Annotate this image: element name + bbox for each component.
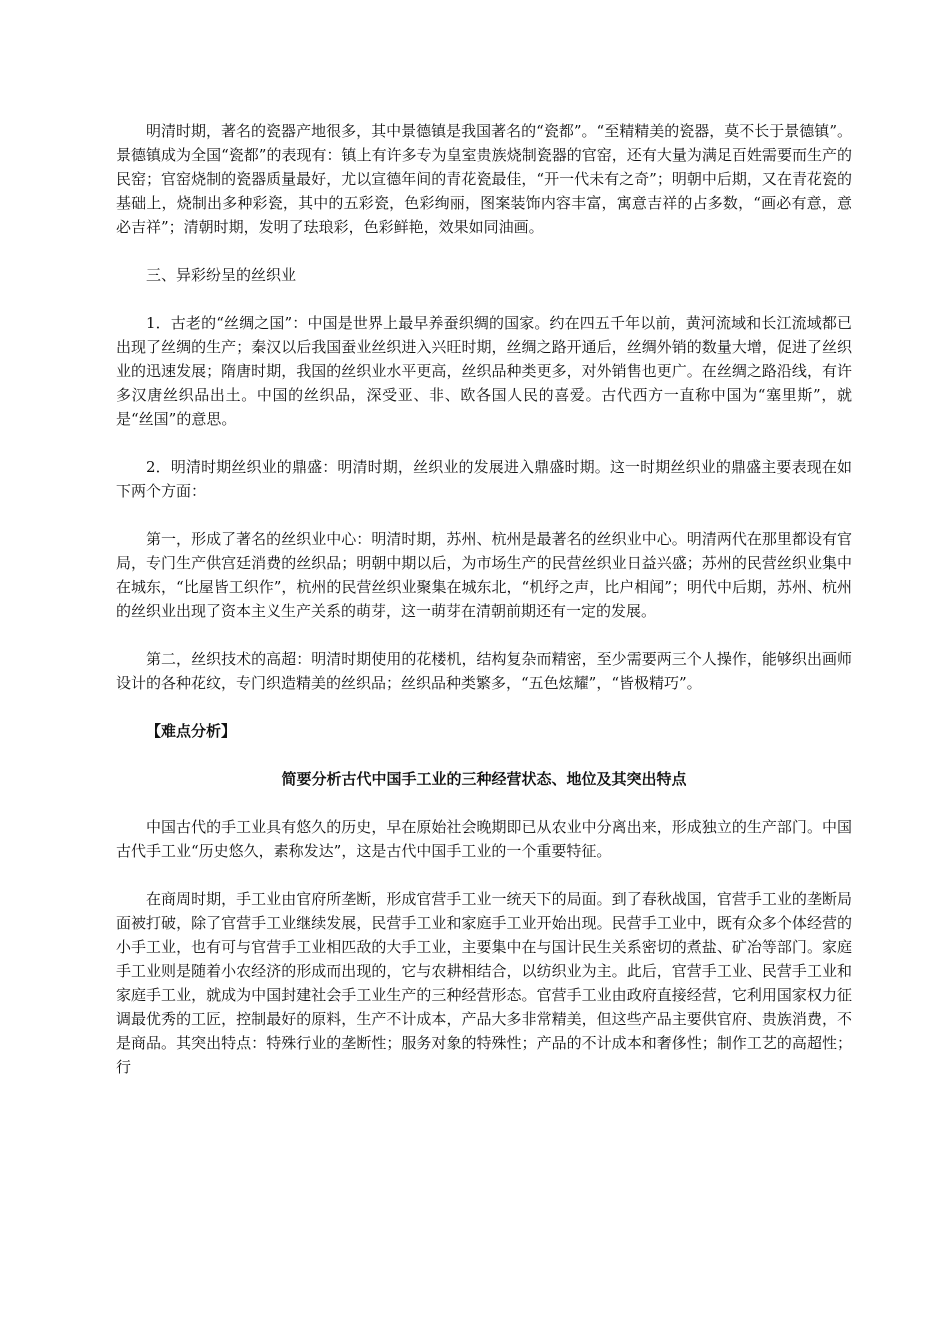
section-heading-silk-industry: 三、异彩纷呈的丝织业 bbox=[146, 266, 297, 284]
paragraph-silk-technique: 第二，丝织技术的高超：明清时期使用的花楼机，结构复杂而精密，至少需要两三个人操作，能够织出画师设计的各种花纹，专门织造精美的丝织品；丝织品种类繁多，“五色炫耀”，“皆极精巧”。 bbox=[116, 650, 852, 692]
document-page bbox=[116, 119, 852, 1079]
paragraph-silk-centers: 第一，形成了著名的丝织业中心：明清时期，苏州、杭州是最著名的丝织业中心。明清两代在那里都设有官局，专门生产供宫廷消费的丝织品；明朝中期以后，为市场生产的民营丝织业日益兴盛；苏州的民营丝织业集中在城东，“比屋皆工织作”，杭州的民营丝织业聚集在城东北，“机纾之声，比户相闻”；明代中后期，苏州、杭州的丝织业出现了资本主义生产关系的萌芽，这一萌芽在清朝前期还有一定的发展。 bbox=[116, 530, 852, 620]
difficulty-analysis-heading: 【难点分析】 bbox=[146, 722, 237, 740]
paragraph-silk-country: 1．古老的“丝绸之国”：中国是世界上最早养蚕织绸的国家。约在四五千年以前，黄河流域和长江流域都已出现了丝绸的生产；秦汉以后我国蚕业丝织进入兴旺时期，丝绸之路开通后，丝绸外销的数量大增，促进了丝织业的迅速发展；隋唐时期，我国的丝织业水平更高，丝织品种类更多，对外销售也更广。在丝绸之路沿线，有许多汉唐丝织品出土。中国的丝织品，深受亚、非、欧各国人民的喜爱。古代西方一直称中国为“塞里斯”，就是“丝国”的意思。 bbox=[116, 314, 852, 428]
paragraph-porcelain-capital: 明清时期，著名的瓷器产地很多，其中景德镇是我国著名的“瓷都”。“至精精美的瓷器，莫不长于景德镇”。景德镇成为全国“瓷都”的表现有：镇上有许多专为皇室贵族烧制瓷器的官窑，还有大量为满足百姓需要而生产的民窑；官窑烧制的瓷器质量最好，尤以宣德年间的青花瓷最佳，“开一代未有之奇”；明朝中后期，又在青花瓷的基础上，烧制出多种彩瓷，其中的五彩瓷，色彩绚丽，图案装饰内容丰富，寓意吉祥的占多数，“画必有意，意必吉祥”；清朝时期，发明了珐琅彩，色彩鲜艳，效果如同油画。 bbox=[116, 122, 852, 236]
analysis-title: 简要分析古代中国手工业的三种经营状态、地位及其突出特点 bbox=[281, 770, 687, 788]
paragraph-handicraft-forms: 在商周时期，手工业由官府所垄断，形成官营手工业一统天下的局面。到了春秋战国，官营手工业的垄断局面被打破，除了官营手工业继续发展，民营手工业和家庭手工业开始出现。民营手工业中，既有众多个体经营的小手工业，也有可与官营手工业相匹敌的大手工业，主要集中在与国计民生关系密切的煮盐、矿冶等部门。家庭手工业则是随着小农经济的形成而出现的，它与农耕相结合，以纺织业为主。此后，官营手工业、民营手工业和家庭手工业，就成为中国封建社会手工业生产的三种经营形态。官营手工业由政府直接经营，它利用国家权力征调最优秀的工匠，控制最好的原料，生产不计成本，产品大多非常精美，但这些产品主要供官府、贵族消费，不是商品。其突出特点：特殊行业的垄断性；服务对象的特殊性；产品的不计成本和奢侈性；制作工艺的高超性；行 bbox=[116, 890, 852, 1076]
paragraph-handicraft-history: 中国古代的手工业具有悠久的历史，早在原始社会晚期即已从农业中分离出来，形成独立的生产部门。中国古代手工业“历史悠久，素称发达”，这是古代中国手工业的一个重要特征。 bbox=[116, 818, 852, 860]
paragraph-ming-qing-silk: 2．明清时期丝织业的鼎盛：明清时期，丝织业的发展进入鼎盛时期。这一时期丝织业的鼎盛主要表现在如下两个方面： bbox=[116, 458, 852, 500]
